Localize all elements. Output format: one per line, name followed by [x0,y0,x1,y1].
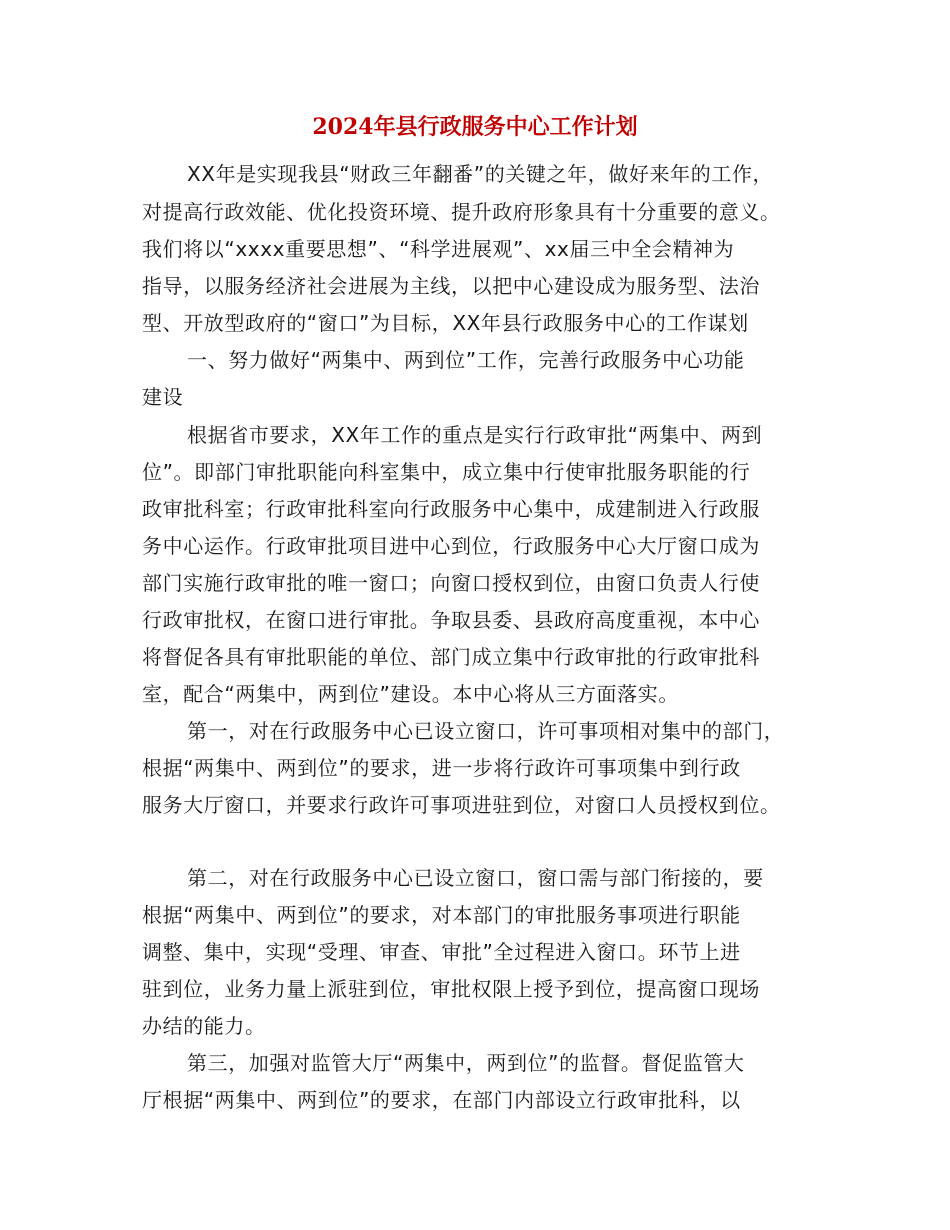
body-line: 厅根据“两集中、两到位”的要求，在部门内部设立行政审批科，以 [142,1088,741,1112]
section-heading: 一、努力做好“两集中、两到位”工作，完善行政服务中心功能 [187,348,745,372]
body-line: 我们将以“xxxx重要思想”、“科学进展观”、xx届三中全会精神为 [142,237,735,261]
body-line: 办结的能力。 [142,1014,266,1038]
body-line: 第三，加强对监管大厅“两集中，两到位”的监督。督促监管大 [187,1051,745,1075]
body-line: 位”。即部门审批职能向科室集中，成立集中行使审批服务职能的行 [142,460,751,484]
body-line: 部门实施行政审批的唯一窗口；向窗口授权到位，由窗口负责人行使 [142,571,760,595]
body-line: 务中心运作。行政审批项目进中心到位，行政服务中心大厅窗口成为 [142,534,760,558]
body-line: 行政审批权，在窗口进行审批。争取县委、县政府高度重视，本中心 [142,608,760,632]
body-line: 室，配合“两集中，两到位”建设。本中心将从三方面落实。 [142,682,679,706]
body-line: 将督促各具有审批职能的单位、部门成立集中行政审批的行政审批科 [142,645,760,669]
body-line: 根据“两集中、两到位”的要求，进一步将行政许可事项集中到行政 [142,756,741,780]
body-line: 驻到位，业务力量上派驻到位，审批权限上授予到位，提高窗口现场 [142,977,760,1001]
body-line: 调整、集中，实现“受理、审查、审批”全过程进入窗口。环节上进 [142,940,741,964]
body-line: 型、开放型政府的“窗口”为目标，XX年县行政服务中心的工作谋划 [142,311,749,335]
body-line: XX年是实现我县“财政三年翻番”的关键之年，做好来年的工作， [187,162,774,186]
body-line: 第一，对在行政服务中心已设立窗口，许可事项相对集中的部门， [187,719,785,743]
section-heading-continued: 建设 [142,385,184,409]
document-title: 2024年县行政服务中心工作计划 [312,114,638,140]
body-line: 指导，以服务经济社会进展为主线，以把中心建设成为服务型、法治 [142,274,760,298]
body-line: 政审批科室；行政审批科室向行政服务中心集中，成建制进入行政服 [142,497,760,521]
body-line: 根据省市要求，XX年工作的重点是实行行政审批“两集中、两到 [187,423,763,447]
body-line: 根据“两集中、两到位”的要求，对本部门的审批服务事项进行职能 [142,903,741,927]
body-line: 对提高行政效能、优化投资环境、提升政府形象具有十分重要的意义。 [142,200,781,224]
body-line: 第二，对在行政服务中心已设立窗口，窗口需与部门衔接的，要 [187,866,764,890]
body-line: 服务大厅窗口，并要求行政许可事项进驻到位，对窗口人员授权到位。 [142,793,781,817]
